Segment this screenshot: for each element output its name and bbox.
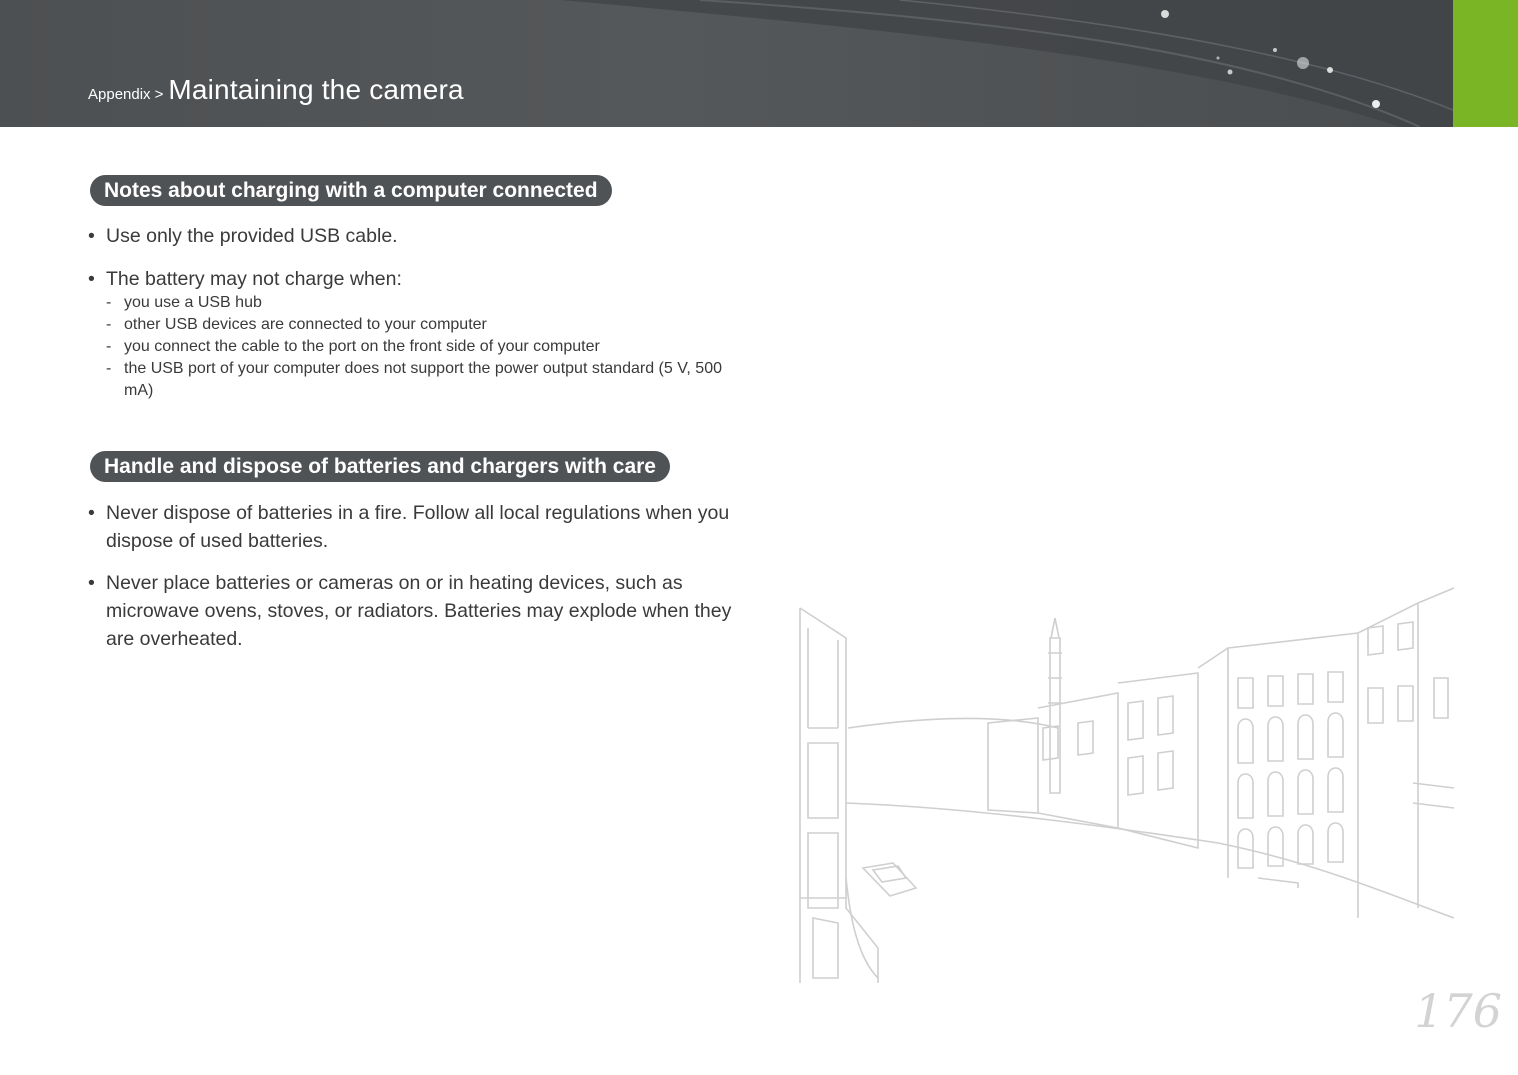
list-item [88,265,746,293]
sub-item-text: other USB devices are connected to your computer [124,316,487,333]
page-header [0,0,1453,127]
list-item [88,222,746,250]
sub-list-item [106,358,734,402]
bullet-text: Never dispose of batteries in a fire. Follow all local regulations when you dispose of used batteries. [106,502,730,552]
breadcrumb-parent[interactable]: Appendix [88,86,151,103]
sub-item-text: you connect the cable to the port on the front side of your computer [124,338,600,355]
sub-list-item [106,336,744,358]
section-heading-charging: Notes about charging with a computer connected [90,175,612,206]
dash-marker: - [106,294,112,311]
dash-marker: - [106,316,112,333]
list-item [88,499,736,555]
sub-item-text: the USB port of your computer does not support the power output standard (5 V, 500 mA) [124,360,722,399]
page-title: Maintaining the camera [168,74,464,105]
breadcrumb [88,74,464,106]
bullet-marker: • [88,572,95,594]
bullet-text: Use only the provided USB cable. [106,225,398,247]
dash-marker: - [106,338,112,355]
bullet-marker: • [88,502,95,524]
breadcrumb-separator: > [154,86,164,103]
page-number: 176 [1414,984,1502,1038]
bullet-marker: • [88,225,95,247]
list-item [88,569,736,653]
header-decoration [0,0,1453,127]
dash-marker: - [106,360,112,377]
sub-item-text: you use a USB hub [124,294,262,311]
chapter-tab [1453,0,1518,127]
cityscape-illustration [798,578,1454,988]
sub-list-item [106,314,744,336]
sub-list-item [106,292,744,314]
bullet-text: The battery may not charge when: [106,268,402,290]
section-heading-disposal: Handle and dispose of batteries and chargers with care [90,451,670,482]
bullet-text: Never place batteries or cameras on or in heating devices, such as microwave ovens, stoves, or radiators. Batteries may explode when they are overheated. [106,572,732,650]
bullet-marker: • [88,268,95,290]
